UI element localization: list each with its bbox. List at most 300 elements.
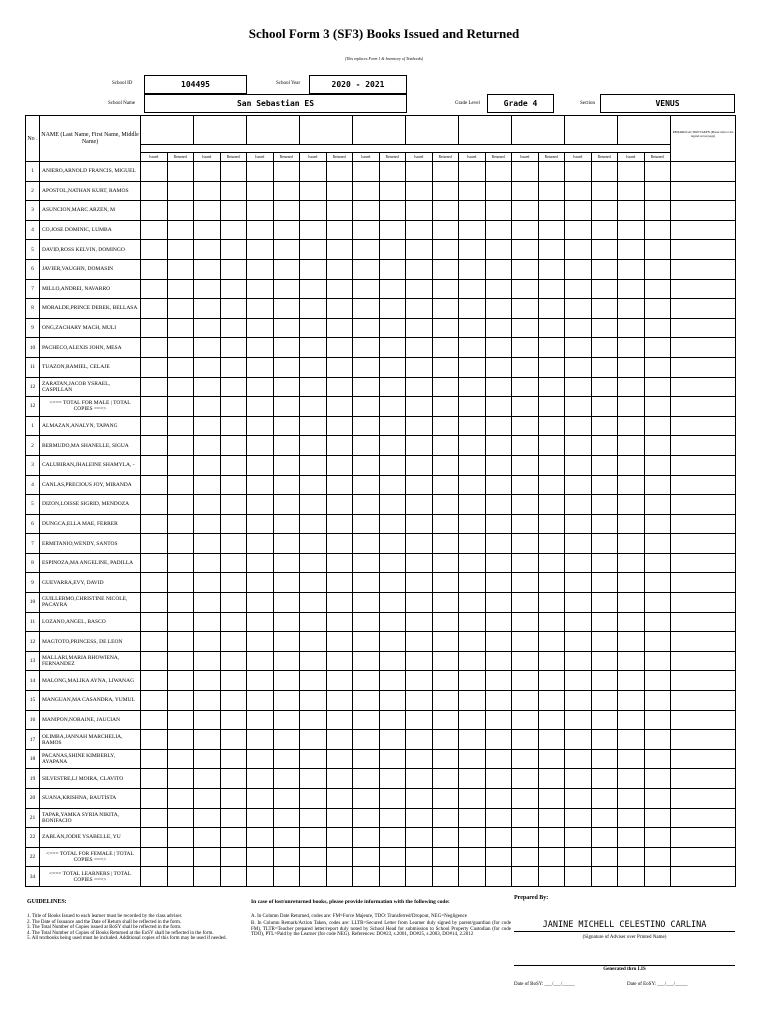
book-entry-cell[interactable] bbox=[300, 651, 327, 671]
book-entry-cell[interactable] bbox=[247, 397, 274, 417]
book-entry-cell[interactable] bbox=[644, 612, 671, 632]
book-entry-cell[interactable] bbox=[141, 710, 168, 730]
book-entry-cell[interactable] bbox=[247, 162, 274, 182]
book-entry-cell[interactable] bbox=[565, 162, 592, 182]
book-entry-cell[interactable] bbox=[512, 475, 539, 495]
book-entry-cell[interactable] bbox=[379, 573, 406, 593]
book-entry-cell[interactable] bbox=[141, 573, 168, 593]
book-entry-cell[interactable] bbox=[512, 259, 539, 279]
book-entry-cell[interactable] bbox=[273, 710, 300, 730]
book-entry-cell[interactable] bbox=[326, 181, 353, 201]
book-entry-cell[interactable] bbox=[247, 749, 274, 769]
book-entry-cell[interactable] bbox=[591, 808, 618, 828]
book-entry-cell[interactable] bbox=[565, 357, 592, 377]
book-entry-cell[interactable] bbox=[326, 220, 353, 240]
book-entry-cell[interactable] bbox=[194, 593, 221, 613]
book-entry-cell[interactable] bbox=[538, 651, 565, 671]
book-entry-cell[interactable] bbox=[538, 495, 565, 515]
book-entry-cell[interactable] bbox=[167, 808, 194, 828]
book-entry-cell[interactable] bbox=[220, 828, 247, 848]
book-entry-cell[interactable] bbox=[326, 162, 353, 182]
book-entry-cell[interactable] bbox=[273, 220, 300, 240]
book-entry-cell[interactable] bbox=[141, 475, 168, 495]
book-entry-cell[interactable] bbox=[565, 671, 592, 691]
book-entry-cell[interactable] bbox=[167, 397, 194, 417]
book-entry-cell[interactable] bbox=[591, 318, 618, 338]
book-entry-cell[interactable] bbox=[644, 162, 671, 182]
book-entry-cell[interactable] bbox=[618, 240, 645, 260]
remarks-cell[interactable] bbox=[671, 377, 736, 397]
book-entry-cell[interactable] bbox=[591, 220, 618, 240]
book-entry-cell[interactable] bbox=[565, 691, 592, 711]
book-entry-cell[interactable] bbox=[141, 828, 168, 848]
book-entry-cell[interactable] bbox=[247, 377, 274, 397]
book-entry-cell[interactable] bbox=[565, 710, 592, 730]
book-entry-cell[interactable] bbox=[512, 201, 539, 221]
book-entry-cell[interactable] bbox=[220, 573, 247, 593]
book-entry-cell[interactable] bbox=[591, 593, 618, 613]
book-entry-cell[interactable] bbox=[141, 240, 168, 260]
book-entry-cell[interactable] bbox=[220, 730, 247, 750]
book-entry-cell[interactable] bbox=[432, 808, 459, 828]
book-entry-cell[interactable] bbox=[300, 612, 327, 632]
book-entry-cell[interactable] bbox=[353, 671, 380, 691]
book-entry-cell[interactable] bbox=[141, 847, 168, 867]
book-entry-cell[interactable] bbox=[300, 436, 327, 456]
book-entry-cell[interactable] bbox=[353, 789, 380, 809]
book-title-cell[interactable] bbox=[141, 116, 194, 145]
book-entry-cell[interactable] bbox=[432, 377, 459, 397]
book-entry-cell[interactable] bbox=[618, 671, 645, 691]
book-entry-cell[interactable] bbox=[247, 201, 274, 221]
book-entry-cell[interactable] bbox=[565, 612, 592, 632]
book-entry-cell[interactable] bbox=[591, 828, 618, 848]
book-entry-cell[interactable] bbox=[273, 769, 300, 789]
book-entry-cell[interactable] bbox=[300, 318, 327, 338]
book-entry-cell[interactable] bbox=[538, 318, 565, 338]
book-entry-cell[interactable] bbox=[300, 201, 327, 221]
book-entry-cell[interactable] bbox=[353, 259, 380, 279]
book-entry-cell[interactable] bbox=[512, 651, 539, 671]
book-entry-cell[interactable] bbox=[141, 299, 168, 319]
book-entry-cell[interactable] bbox=[326, 201, 353, 221]
book-entry-cell[interactable] bbox=[485, 730, 512, 750]
book-entry-cell[interactable] bbox=[565, 553, 592, 573]
book-entry-cell[interactable] bbox=[141, 730, 168, 750]
book-entry-cell[interactable] bbox=[565, 867, 592, 887]
book-entry-cell[interactable] bbox=[406, 828, 433, 848]
book-entry-cell[interactable] bbox=[406, 357, 433, 377]
book-entry-cell[interactable] bbox=[512, 318, 539, 338]
book-entry-cell[interactable] bbox=[194, 534, 221, 554]
book-entry-cell[interactable] bbox=[485, 416, 512, 436]
book-entry-cell[interactable] bbox=[194, 162, 221, 182]
book-title-cell[interactable] bbox=[406, 116, 459, 145]
book-entry-cell[interactable] bbox=[618, 514, 645, 534]
book-entry-cell[interactable] bbox=[432, 593, 459, 613]
book-entry-cell[interactable] bbox=[194, 318, 221, 338]
book-entry-cell[interactable] bbox=[273, 573, 300, 593]
book-entry-cell[interactable] bbox=[565, 495, 592, 515]
book-entry-cell[interactable] bbox=[432, 847, 459, 867]
book-entry-cell[interactable] bbox=[247, 455, 274, 475]
book-entry-cell[interactable] bbox=[618, 495, 645, 515]
book-entry-cell[interactable] bbox=[406, 416, 433, 436]
remarks-cell[interactable] bbox=[671, 181, 736, 201]
book-entry-cell[interactable] bbox=[618, 201, 645, 221]
book-entry-cell[interactable] bbox=[406, 220, 433, 240]
book-entry-cell[interactable] bbox=[300, 828, 327, 848]
book-entry-cell[interactable] bbox=[273, 847, 300, 867]
book-entry-cell[interactable] bbox=[485, 534, 512, 554]
book-entry-cell[interactable] bbox=[459, 220, 486, 240]
book-entry-cell[interactable] bbox=[406, 377, 433, 397]
book-entry-cell[interactable] bbox=[591, 201, 618, 221]
book-entry-cell[interactable] bbox=[591, 299, 618, 319]
book-entry-cell[interactable] bbox=[459, 553, 486, 573]
book-entry-cell[interactable] bbox=[273, 789, 300, 809]
book-entry-cell[interactable] bbox=[247, 553, 274, 573]
book-entry-cell[interactable] bbox=[220, 357, 247, 377]
book-entry-cell[interactable] bbox=[591, 357, 618, 377]
book-entry-cell[interactable] bbox=[379, 259, 406, 279]
book-entry-cell[interactable] bbox=[247, 534, 274, 554]
book-entry-cell[interactable] bbox=[194, 828, 221, 848]
book-entry-cell[interactable] bbox=[644, 416, 671, 436]
book-entry-cell[interactable] bbox=[565, 789, 592, 809]
book-entry-cell[interactable] bbox=[459, 828, 486, 848]
book-title-cell[interactable] bbox=[565, 116, 618, 145]
book-entry-cell[interactable] bbox=[379, 730, 406, 750]
book-entry-cell[interactable] bbox=[618, 357, 645, 377]
book-entry-cell[interactable] bbox=[485, 220, 512, 240]
book-entry-cell[interactable] bbox=[644, 730, 671, 750]
remarks-cell[interactable] bbox=[671, 730, 736, 750]
book-entry-cell[interactable] bbox=[618, 808, 645, 828]
book-entry-cell[interactable] bbox=[432, 691, 459, 711]
book-entry-cell[interactable] bbox=[406, 867, 433, 887]
section-field[interactable]: VENUS bbox=[600, 94, 735, 113]
book-entry-cell[interactable] bbox=[141, 259, 168, 279]
book-entry-cell[interactable] bbox=[141, 338, 168, 358]
book-entry-cell[interactable] bbox=[406, 299, 433, 319]
book-entry-cell[interactable] bbox=[194, 220, 221, 240]
book-entry-cell[interactable] bbox=[618, 299, 645, 319]
school-year-field[interactable]: 2020 - 2021 bbox=[309, 75, 407, 94]
book-entry-cell[interactable] bbox=[379, 534, 406, 554]
remarks-cell[interactable] bbox=[671, 259, 736, 279]
book-title-cell[interactable] bbox=[512, 116, 565, 145]
book-entry-cell[interactable] bbox=[273, 808, 300, 828]
book-entry-cell[interactable] bbox=[273, 553, 300, 573]
book-entry-cell[interactable] bbox=[353, 299, 380, 319]
book-entry-cell[interactable] bbox=[353, 357, 380, 377]
book-entry-cell[interactable] bbox=[459, 514, 486, 534]
book-entry-cell[interactable] bbox=[406, 181, 433, 201]
book-entry-cell[interactable] bbox=[247, 612, 274, 632]
remarks-cell[interactable] bbox=[671, 769, 736, 789]
book-entry-cell[interactable] bbox=[300, 240, 327, 260]
book-entry-cell[interactable] bbox=[432, 397, 459, 417]
book-entry-cell[interactable] bbox=[326, 847, 353, 867]
book-entry-cell[interactable] bbox=[273, 593, 300, 613]
book-entry-cell[interactable] bbox=[220, 808, 247, 828]
book-entry-cell[interactable] bbox=[485, 573, 512, 593]
book-entry-cell[interactable] bbox=[644, 710, 671, 730]
book-entry-cell[interactable] bbox=[300, 573, 327, 593]
book-entry-cell[interactable] bbox=[459, 397, 486, 417]
book-entry-cell[interactable] bbox=[538, 201, 565, 221]
book-entry-cell[interactable] bbox=[273, 416, 300, 436]
book-entry-cell[interactable] bbox=[220, 593, 247, 613]
book-entry-cell[interactable] bbox=[538, 240, 565, 260]
book-entry-cell[interactable] bbox=[353, 651, 380, 671]
book-entry-cell[interactable] bbox=[432, 318, 459, 338]
book-entry-cell[interactable] bbox=[300, 749, 327, 769]
book-entry-cell[interactable] bbox=[194, 671, 221, 691]
book-entry-cell[interactable] bbox=[459, 181, 486, 201]
book-entry-cell[interactable] bbox=[167, 436, 194, 456]
book-entry-cell[interactable] bbox=[247, 847, 274, 867]
book-entry-cell[interactable] bbox=[353, 436, 380, 456]
book-entry-cell[interactable] bbox=[273, 259, 300, 279]
book-entry-cell[interactable] bbox=[300, 808, 327, 828]
book-entry-cell[interactable] bbox=[432, 514, 459, 534]
book-entry-cell[interactable] bbox=[485, 847, 512, 867]
book-entry-cell[interactable] bbox=[379, 338, 406, 358]
book-entry-cell[interactable] bbox=[273, 181, 300, 201]
book-entry-cell[interactable] bbox=[485, 671, 512, 691]
book-entry-cell[interactable] bbox=[591, 632, 618, 652]
book-entry-cell[interactable] bbox=[247, 789, 274, 809]
book-entry-cell[interactable] bbox=[300, 220, 327, 240]
book-entry-cell[interactable] bbox=[167, 730, 194, 750]
book-entry-cell[interactable] bbox=[512, 436, 539, 456]
book-entry-cell[interactable] bbox=[220, 240, 247, 260]
book-entry-cell[interactable] bbox=[485, 259, 512, 279]
book-entry-cell[interactable] bbox=[273, 828, 300, 848]
book-entry-cell[interactable] bbox=[485, 338, 512, 358]
book-entry-cell[interactable] bbox=[512, 749, 539, 769]
book-entry-cell[interactable] bbox=[326, 455, 353, 475]
book-entry-cell[interactable] bbox=[406, 789, 433, 809]
book-entry-cell[interactable] bbox=[379, 436, 406, 456]
book-entry-cell[interactable] bbox=[300, 789, 327, 809]
book-entry-cell[interactable] bbox=[194, 240, 221, 260]
book-entry-cell[interactable] bbox=[379, 789, 406, 809]
book-entry-cell[interactable] bbox=[432, 730, 459, 750]
book-entry-cell[interactable] bbox=[618, 455, 645, 475]
book-entry-cell[interactable] bbox=[194, 514, 221, 534]
book-entry-cell[interactable] bbox=[220, 534, 247, 554]
book-entry-cell[interactable] bbox=[326, 573, 353, 593]
book-entry-cell[interactable] bbox=[512, 514, 539, 534]
book-entry-cell[interactable] bbox=[220, 299, 247, 319]
book-entry-cell[interactable] bbox=[194, 691, 221, 711]
book-entry-cell[interactable] bbox=[591, 475, 618, 495]
book-entry-cell[interactable] bbox=[273, 651, 300, 671]
book-entry-cell[interactable] bbox=[167, 455, 194, 475]
book-entry-cell[interactable] bbox=[220, 338, 247, 358]
book-entry-cell[interactable] bbox=[432, 201, 459, 221]
book-entry-cell[interactable] bbox=[485, 299, 512, 319]
book-entry-cell[interactable] bbox=[353, 377, 380, 397]
book-entry-cell[interactable] bbox=[379, 240, 406, 260]
book-entry-cell[interactable] bbox=[379, 749, 406, 769]
book-entry-cell[interactable] bbox=[247, 651, 274, 671]
book-entry-cell[interactable] bbox=[512, 220, 539, 240]
book-entry-cell[interactable] bbox=[247, 240, 274, 260]
book-entry-cell[interactable] bbox=[538, 338, 565, 358]
book-entry-cell[interactable] bbox=[194, 749, 221, 769]
book-entry-cell[interactable] bbox=[565, 318, 592, 338]
book-entry-cell[interactable] bbox=[618, 534, 645, 554]
book-entry-cell[interactable] bbox=[247, 181, 274, 201]
book-entry-cell[interactable] bbox=[432, 357, 459, 377]
book-entry-cell[interactable] bbox=[194, 651, 221, 671]
book-entry-cell[interactable] bbox=[326, 240, 353, 260]
book-entry-cell[interactable] bbox=[485, 749, 512, 769]
book-entry-cell[interactable] bbox=[353, 534, 380, 554]
book-entry-cell[interactable] bbox=[538, 749, 565, 769]
book-entry-cell[interactable] bbox=[538, 299, 565, 319]
book-entry-cell[interactable] bbox=[273, 357, 300, 377]
book-entry-cell[interactable] bbox=[538, 455, 565, 475]
book-entry-cell[interactable] bbox=[459, 475, 486, 495]
book-entry-cell[interactable] bbox=[141, 377, 168, 397]
book-title-cell[interactable] bbox=[194, 116, 247, 145]
book-entry-cell[interactable] bbox=[379, 553, 406, 573]
book-entry-cell[interactable] bbox=[167, 181, 194, 201]
book-entry-cell[interactable] bbox=[565, 181, 592, 201]
book-entry-cell[interactable] bbox=[459, 730, 486, 750]
book-entry-cell[interactable] bbox=[644, 318, 671, 338]
book-entry-cell[interactable] bbox=[538, 847, 565, 867]
book-entry-cell[interactable] bbox=[591, 162, 618, 182]
book-entry-cell[interactable] bbox=[220, 847, 247, 867]
book-entry-cell[interactable] bbox=[644, 377, 671, 397]
remarks-cell[interactable] bbox=[671, 514, 736, 534]
book-entry-cell[interactable] bbox=[406, 593, 433, 613]
book-entry-cell[interactable] bbox=[247, 259, 274, 279]
book-entry-cell[interactable] bbox=[379, 318, 406, 338]
book-entry-cell[interactable] bbox=[273, 318, 300, 338]
book-entry-cell[interactable] bbox=[406, 671, 433, 691]
remarks-cell[interactable] bbox=[671, 553, 736, 573]
book-entry-cell[interactable] bbox=[141, 691, 168, 711]
book-entry-cell[interactable] bbox=[538, 357, 565, 377]
book-entry-cell[interactable] bbox=[538, 514, 565, 534]
book-entry-cell[interactable] bbox=[512, 730, 539, 750]
book-entry-cell[interactable] bbox=[141, 181, 168, 201]
book-entry-cell[interactable] bbox=[300, 299, 327, 319]
book-entry-cell[interactable] bbox=[220, 651, 247, 671]
book-entry-cell[interactable] bbox=[432, 534, 459, 554]
book-entry-cell[interactable] bbox=[538, 162, 565, 182]
book-entry-cell[interactable] bbox=[326, 279, 353, 299]
book-entry-cell[interactable] bbox=[379, 416, 406, 436]
book-entry-cell[interactable] bbox=[220, 455, 247, 475]
book-entry-cell[interactable] bbox=[194, 612, 221, 632]
book-entry-cell[interactable] bbox=[644, 220, 671, 240]
book-entry-cell[interactable] bbox=[326, 651, 353, 671]
school-name-field[interactable]: San Sebastian ES bbox=[144, 94, 407, 113]
book-entry-cell[interactable] bbox=[167, 632, 194, 652]
book-entry-cell[interactable] bbox=[247, 357, 274, 377]
book-entry-cell[interactable] bbox=[273, 632, 300, 652]
book-entry-cell[interactable] bbox=[379, 671, 406, 691]
book-entry-cell[interactable] bbox=[644, 573, 671, 593]
book-entry-cell[interactable] bbox=[353, 397, 380, 417]
book-entry-cell[interactable] bbox=[512, 847, 539, 867]
book-entry-cell[interactable] bbox=[353, 573, 380, 593]
book-entry-cell[interactable] bbox=[194, 455, 221, 475]
book-entry-cell[interactable] bbox=[353, 847, 380, 867]
book-entry-cell[interactable] bbox=[167, 612, 194, 632]
book-entry-cell[interactable] bbox=[220, 201, 247, 221]
book-entry-cell[interactable] bbox=[273, 671, 300, 691]
book-entry-cell[interactable] bbox=[591, 867, 618, 887]
book-entry-cell[interactable] bbox=[247, 710, 274, 730]
book-entry-cell[interactable] bbox=[300, 495, 327, 515]
remarks-cell[interactable] bbox=[671, 475, 736, 495]
remarks-cell[interactable] bbox=[671, 201, 736, 221]
book-entry-cell[interactable] bbox=[194, 847, 221, 867]
book-entry-cell[interactable] bbox=[194, 867, 221, 887]
book-entry-cell[interactable] bbox=[618, 553, 645, 573]
book-entry-cell[interactable] bbox=[538, 730, 565, 750]
book-entry-cell[interactable] bbox=[194, 259, 221, 279]
book-entry-cell[interactable] bbox=[591, 397, 618, 417]
book-entry-cell[interactable] bbox=[353, 201, 380, 221]
book-entry-cell[interactable] bbox=[247, 416, 274, 436]
book-entry-cell[interactable] bbox=[591, 847, 618, 867]
book-entry-cell[interactable] bbox=[406, 730, 433, 750]
book-entry-cell[interactable] bbox=[220, 181, 247, 201]
book-entry-cell[interactable] bbox=[432, 495, 459, 515]
book-entry-cell[interactable] bbox=[220, 259, 247, 279]
book-entry-cell[interactable] bbox=[141, 769, 168, 789]
book-title-cell[interactable] bbox=[459, 116, 512, 145]
book-entry-cell[interactable] bbox=[194, 808, 221, 828]
book-entry-cell[interactable] bbox=[644, 789, 671, 809]
book-entry-cell[interactable] bbox=[273, 299, 300, 319]
book-entry-cell[interactable] bbox=[565, 397, 592, 417]
remarks-cell[interactable] bbox=[671, 240, 736, 260]
book-entry-cell[interactable] bbox=[485, 455, 512, 475]
book-entry-cell[interactable] bbox=[141, 318, 168, 338]
book-entry-cell[interactable] bbox=[141, 357, 168, 377]
book-entry-cell[interactable] bbox=[644, 181, 671, 201]
book-entry-cell[interactable] bbox=[538, 220, 565, 240]
book-entry-cell[interactable] bbox=[353, 338, 380, 358]
book-entry-cell[interactable] bbox=[300, 867, 327, 887]
book-entry-cell[interactable] bbox=[141, 749, 168, 769]
book-entry-cell[interactable] bbox=[565, 279, 592, 299]
book-entry-cell[interactable] bbox=[538, 828, 565, 848]
book-entry-cell[interactable] bbox=[300, 514, 327, 534]
book-entry-cell[interactable] bbox=[459, 357, 486, 377]
remarks-cell[interactable] bbox=[671, 279, 736, 299]
book-entry-cell[interactable] bbox=[167, 201, 194, 221]
book-entry-cell[interactable] bbox=[591, 436, 618, 456]
book-entry-cell[interactable] bbox=[644, 338, 671, 358]
book-entry-cell[interactable] bbox=[273, 377, 300, 397]
book-entry-cell[interactable] bbox=[220, 220, 247, 240]
book-entry-cell[interactable] bbox=[247, 318, 274, 338]
book-entry-cell[interactable] bbox=[565, 573, 592, 593]
book-entry-cell[interactable] bbox=[538, 573, 565, 593]
